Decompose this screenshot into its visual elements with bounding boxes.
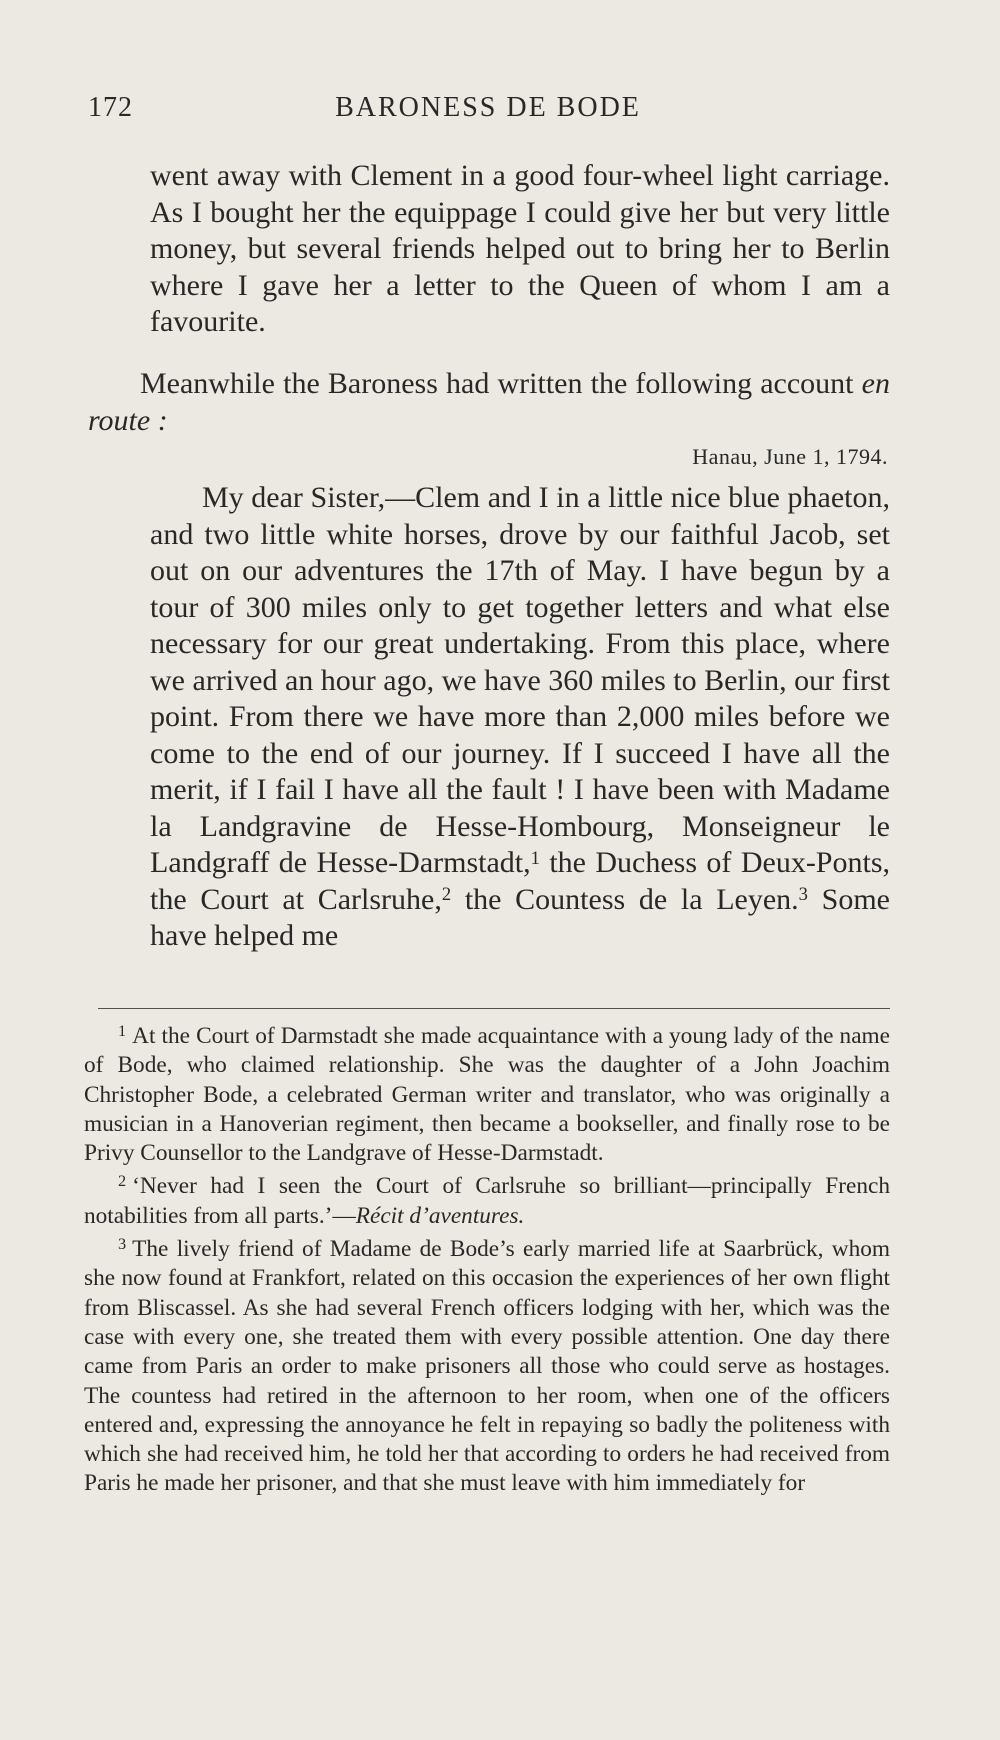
letter-paragraph [150,480,890,955]
letter-text-d: Some have helped me [150,882,890,952]
footnote-mark: 3 [118,1233,127,1253]
paragraph-2-text: Meanwhile the Baroness had written the following account [140,367,862,400]
footnote-divider [98,1008,890,1009]
letter-text-b: the Duchess of Deux-Ponts, the Court at Carlsruhe, [150,846,890,916]
footnote-italic-title: Récit d’aventures. [355,1202,525,1229]
footnote-ref-2: 2 [441,884,452,906]
footnotes [84,1022,890,1503]
footnote-ref-1: 1 [530,847,540,869]
running-head: BARONESS DE BODE [335,92,641,123]
footnote-text: At the Court of Darmstadt she made acquaintance with a young lady of the name of Bode, who claimed relationship. She was the daughter of a John Joachim Christopher Bode, a celebrated German writer and translator, who was originally a musician in a Hanoverian regiment, then became a bookseller, and finally rose to be Privy Counsellor to the Landgrave of Hesse-Darmstadt. [84,1023,890,1167]
letter-dateline: Hanau, June 1, 1794. [692,444,888,469]
page-header [88,92,888,132]
page-number: 172 [88,92,133,123]
footnote-ref-3: 3 [798,884,808,906]
footnote-mark: 1 [118,1020,127,1040]
body-paragraph-1: went away with Clement in a good four-wheel light carriage. As I bought her the equippage I could give her but very little money, but several friends helped out to bring her to Berlin where I gave her a letter to the Queen of whom I am a favourite. [150,159,890,338]
letter-text-c: the Countess de la Leyen. [451,882,799,916]
footnote-text: The lively friend of Madame de Bode’s early married life at Saarbrück, whom she now found at Frankfort, related on this occasion the experiences of her own flight from Bliscassel. As she had several French officers lodging with her, which was the case with every one, she treated them with every possible attention. One day there came from Paris an order to make prisoners all those who could serve as hostages. The countess had retired in the afternoon to her room, when one of the officers entered and, expressing the annoyance he felt in repaying so badly the politeness with which she had received him, he told her that according to orders he had received from Paris he made her prisoner, and that she must leave with him immediately for [84,1236,890,1497]
footnote-text: ‘Never had I seen the Court of Carlsruhe so brilliant—principally French notabilities from all parts.’— [84,1173,890,1229]
paragraph-2-italic: en route : [88,367,890,437]
footnote-1 [84,1022,890,1168]
footnote-mark: 2 [118,1171,127,1191]
body-paragraph-2 [88,366,890,439]
letter-text-a: My dear Sister,—Clem and I in a little nice blue phaeton, and two little white horses, drove by our faithful Jacob, set out on our adventures the 17th of May. I have begun by a tour of 300 miles only to get together letters and what else necessary for our great undertaking. From this place, where we arrived an hour ago, we have 360 miles to Berlin, our first point. From there we have more than 2,000 miles before we come to the end of our journey. If I succeed I have all the merit, if I fail I have all the fault ! I have been with Madame la Landgravine de Hesse-Hombourg, Monseigneur le Landgraff de Hesse-Darmstadt, [150,481,890,879]
footnote-2 [84,1172,890,1231]
footnote-3 [84,1235,890,1499]
